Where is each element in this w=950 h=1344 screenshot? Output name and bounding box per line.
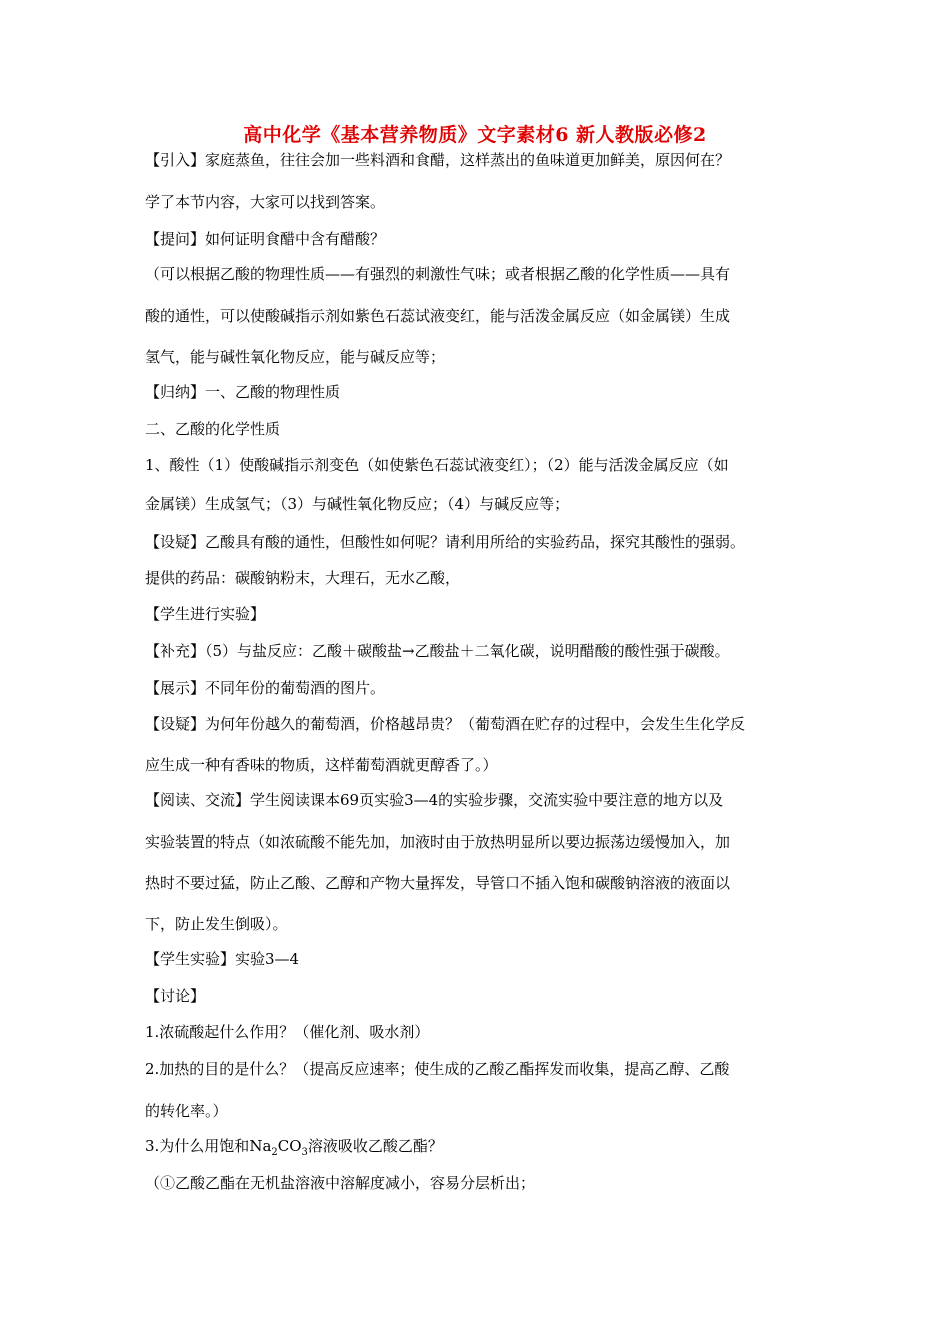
text-line: 氢气，能与碱性氧化物反应，能与碱反应等； bbox=[145, 348, 446, 366]
text-line: 2.加热的目的是什么？（提高反应速率；使生成的乙酸乙酯挥发而收集，提高乙醇、乙酸 bbox=[145, 1060, 730, 1078]
q3-suffix: 溶液吸收乙酸乙酯？ bbox=[307, 1137, 443, 1155]
text-line: 金属镁）生成氢气；（3）与碱性氧化物反应；（4）与碱反应等； bbox=[145, 495, 570, 513]
q3-prefix: 3.为什么用饱和 bbox=[145, 1137, 250, 1155]
text-line: 【学生进行实验】 bbox=[145, 605, 266, 623]
text-line: 学了本节内容，大家可以找到答案。 bbox=[145, 193, 386, 211]
formula-sub-2: 2 bbox=[271, 1147, 278, 1158]
formula-sub-3: 3 bbox=[301, 1147, 308, 1158]
text-line: 【设疑】为何年份越久的葡萄酒，价格越昂贵？（葡萄酒在贮存的过程中，会发生生化学反 bbox=[145, 715, 746, 733]
section-heading: 【归纳】一、乙酸的物理性质 bbox=[145, 383, 341, 401]
text-line: 下，防止发生倒吸）。 bbox=[145, 915, 288, 933]
section-heading: 二、乙酸的化学性质 bbox=[145, 420, 281, 438]
formula-co: CO bbox=[277, 1137, 302, 1155]
text-line: 应生成一种有香味的物质，这样葡萄酒就更醇香了。） bbox=[145, 756, 498, 774]
text-line: 提供的药品：碳酸钠粉末，大理石，无水乙酸， bbox=[145, 569, 461, 587]
text-line: 【提问】如何证明食醋中含有醋酸？ bbox=[145, 230, 386, 248]
text-line: （可以根据乙酸的物理性质——有强烈的刺激性气味；或者根据乙酸的化学性质——具有 bbox=[145, 265, 731, 283]
formula-na: Na bbox=[249, 1137, 272, 1155]
document-title: 高中化学《基本营养物质》文字素材6 新人教版必修2 bbox=[243, 124, 707, 146]
text-line: 【学生实验】实验3—4 bbox=[145, 950, 300, 968]
text-line: 【引入】家庭蒸鱼，往往会加一些料酒和食醋，这样蒸出的鱼味道更加鲜美，原因何在？ bbox=[145, 151, 731, 169]
text-line: 【讨论】 bbox=[145, 987, 206, 1005]
text-line: 【阅读、交流】学生阅读课本69页实验3—4的实验步骤，交流实验中要注意的地方以及 bbox=[145, 791, 724, 809]
text-line: 1.浓硫酸起什么作用？（催化剂、吸水剂） bbox=[145, 1023, 430, 1041]
text-line: （①乙酸乙酯在无机盐溶液中溶解度减小，容易分层析出； bbox=[145, 1174, 536, 1192]
text-line: 热时不要过猛，防止乙酸、乙醇和产物大量挥发，导管口不插入饱和碳酸钠溶液的液面以 bbox=[145, 874, 731, 892]
text-line: 的转化率。） bbox=[145, 1102, 228, 1120]
text-line: 【展示】不同年份的葡萄酒的图片。 bbox=[145, 679, 386, 697]
text-line: 【设疑】乙酸具有酸的通性，但酸性如何呢？请利用所给的实验药品，探究其酸性的强弱。 bbox=[145, 533, 746, 551]
text-line-q3 bbox=[145, 1136, 443, 1156]
text-line: 1、酸性（1）使酸碱指示剂变色（如使紫色石蕊试液变红）；（2）能与活泼金属反应（如 bbox=[145, 456, 729, 474]
text-line: 实验装置的特点（如浓硫酸不能先加，加液时由于放热明显所以要边振荡边缓慢加入，加 bbox=[145, 833, 731, 851]
text-line: 酸的通性，可以使酸碱指示剂如紫色石蕊试液变红，能与活泼金属反应（如金属镁）生成 bbox=[145, 307, 731, 325]
text-line: 【补充】（5）与盐反应：乙酸＋碳酸盐→乙酸盐＋二氧化碳，说明醋酸的酸性强于碳酸。 bbox=[145, 642, 730, 660]
